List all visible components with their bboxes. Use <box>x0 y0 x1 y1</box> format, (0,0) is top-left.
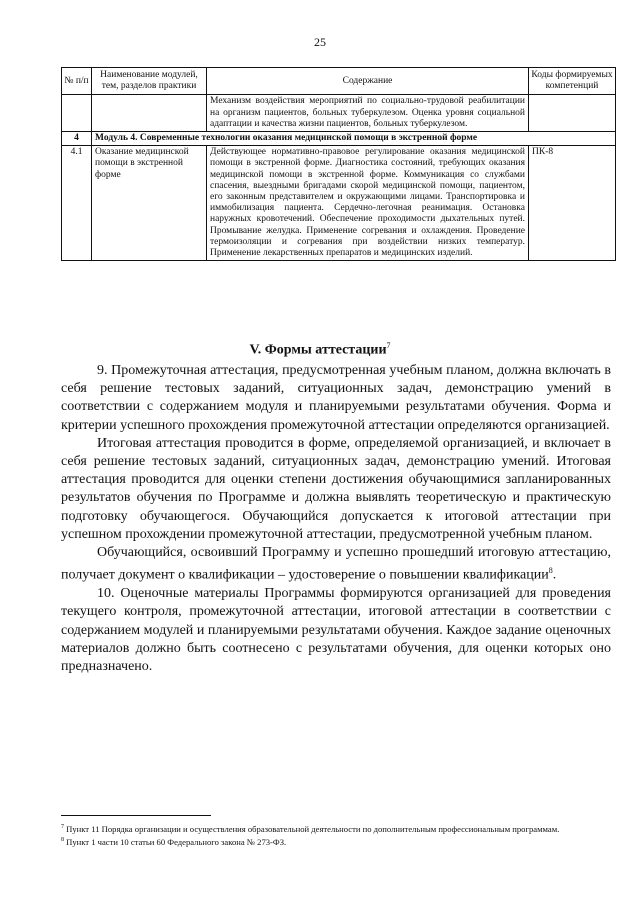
footnote-mark: 8 <box>61 836 64 843</box>
footnote-ref: 8 <box>548 566 553 576</box>
paragraph: Итоговая аттестация проводится в форме, определяемой организацией, и включает в себя решение тестовых заданий, ситуационных задач, демонстрацию умений. Итоговая аттестация проводится для оценки степени достижения обучающимися запланированных результатов обучения по Программе и должна выявлять теоретическую и практическую подготовку обучающегося. Обучающийся допускается к итоговой аттестации при успешном прохождении промежуточной аттестации, предусмотренной учебным планом. <box>61 435 611 542</box>
footnote <box>61 835 611 848</box>
module-num: 4 <box>62 132 92 146</box>
body-text <box>61 362 611 676</box>
table-row <box>62 146 616 261</box>
module-row <box>62 132 616 146</box>
header-num: № п/п <box>62 68 92 95</box>
paragraph: 10. Оценочные материалы Программы формируются организацией для проведения текущего контроля, промежуточной аттестации, итоговой аттестации в соответствии с содержанием модулей и планируемыми результатами обучения. Каждое задание оценочных материалов должно быть соотнесено с результатами обучения, для оценки которых оно предназначено. <box>61 586 611 674</box>
table-header-row <box>62 68 616 95</box>
header-name: Наименование модулей, тем, разделов практики <box>92 68 207 95</box>
paragraph-text: Обучающийся, освоивший Программу и успешно прошедший итоговую аттестацию, получает документ о квалификации – удостоверение о повышении квалификации <box>61 545 611 583</box>
cell-content: Механизм воздействия мероприятий по социально-трудовой реабилитации на организм пациентов, больных туберкулезом. Оценка уровня социальной адаптации и качества жизни пациентов, больных туберкулезом. <box>207 95 529 132</box>
paragraph-end: . <box>552 567 557 583</box>
cell-name: Оказание медицинской помощи в экстренной форме <box>92 146 207 261</box>
cell-num: 4.1 <box>62 146 92 261</box>
footnote-divider <box>61 815 211 816</box>
cell-code <box>529 95 616 132</box>
section-title-text: V. Формы аттестации <box>249 342 387 358</box>
footnote-ref: 7 <box>386 341 391 350</box>
curriculum-table <box>61 67 616 261</box>
page-number: 25 <box>314 35 326 49</box>
module-title: Модуль 4. Современные технологии оказания медицинской помощи в экстренной форме <box>92 132 616 146</box>
cell-content: Действующее нормативно-правовое регулирование оказания медицинской помощи в экстренной форме. Диагностика состояний, требующих оказания медицинской помощи в экстренной форме. Коммуникация со службами спасения, выездными бригадами скорой медицинской помощи, пациентом, его законным представителем и окружающими лицами. Транспортировка и иммобилизация пациента. Сердечно-легочная реанимация. Остановка наружных кровотечений. Обеспечение проходимости дыхательных путей. Промывание желудка. Применение согревания и охлаждения. Проведение термоизоляции и согревания при воздействии низких температур. Применение лекарственных препаратов и медицинских изделий. <box>207 146 529 261</box>
footnote-text: Пункт 1 части 10 статьи 60 Федерального закона № 273-ФЗ. <box>64 836 287 847</box>
header-content: Содержание <box>207 68 529 95</box>
cell-name <box>92 95 207 132</box>
paragraph: 9. Промежуточная аттестация, предусмотренная учебным планом, должна включать в себя решение тестовых заданий, ситуационных задач, демонстрацию умений в соответствии с содержанием модуля и планируемыми результатами обучения. Форма и критерии успешного прохождения промежуточной аттестации определяются организацией. <box>61 363 611 433</box>
cell-num <box>62 95 92 132</box>
footnote-text: Пункт 11 Порядка организации и осуществления образовательной деятельности по дополнительным профессиональным программам. <box>64 823 560 834</box>
table-row <box>62 95 616 132</box>
cell-code: ПК-8 <box>529 146 616 261</box>
header-code: Коды формируемых компетенций <box>529 68 616 95</box>
paragraph <box>61 544 611 585</box>
footnotes <box>61 822 611 848</box>
footnote-mark: 7 <box>61 824 64 830</box>
section-title <box>0 341 640 359</box>
footnote <box>61 822 611 835</box>
